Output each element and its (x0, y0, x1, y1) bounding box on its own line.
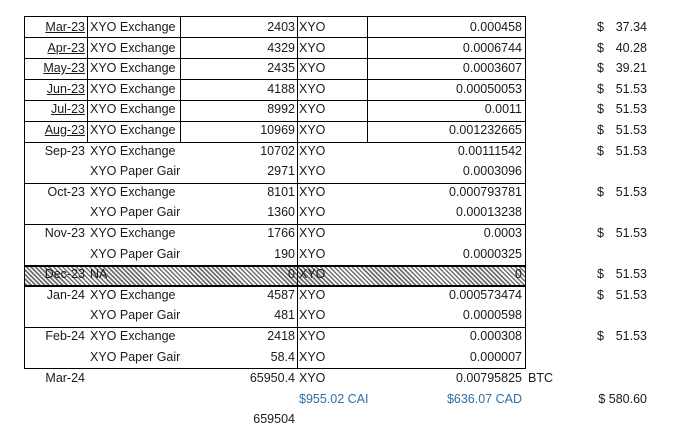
table-border-left (24, 16, 25, 369)
usd-currency-symbol: $ (597, 267, 604, 281)
amount-cell[interactable]: 4587 (267, 288, 295, 302)
amount-cell[interactable]: 4188 (267, 82, 295, 96)
separator-amount-unit (297, 16, 298, 369)
month-cell[interactable]: Jul-23 (50, 102, 85, 116)
btc-cell[interactable]: 0.000308 (469, 329, 522, 343)
month-cell[interactable] (24, 305, 85, 325)
btc-cell[interactable]: 0.000793781 (449, 185, 522, 199)
source-cell[interactable]: XYO Exchange (90, 144, 176, 158)
amount-cell[interactable]: 190 (274, 247, 295, 261)
summary-cad-value-xyo[interactable]: $955.02 CAI (299, 392, 369, 406)
summary-btc-label[interactable]: BTC (528, 371, 553, 385)
usd-value-cell[interactable]: 39.21 (615, 61, 647, 75)
summary-cad-value-btc[interactable]: $636.07 CAD (446, 392, 522, 406)
month-cell[interactable]: Jan-24 (46, 288, 85, 302)
amount-cell[interactable]: 10969 (260, 123, 295, 137)
btc-cell[interactable]: 0.00050053 (455, 82, 522, 96)
unit-cell[interactable]: XYO (299, 329, 326, 343)
usd-value-cell[interactable]: 51.53 (615, 267, 647, 281)
month-cell[interactable]: Nov-23 (44, 226, 85, 240)
summary-total-amount[interactable]: 65950.4 (249, 371, 295, 385)
usd-currency-symbol: $ (597, 82, 604, 96)
dec-23-border-top (24, 265, 526, 267)
btc-cell[interactable]: 0.0006744 (462, 41, 522, 55)
row-border-7 (24, 183, 526, 184)
usd-value-cell[interactable]: 51.53 (615, 226, 647, 240)
usd-value-cell[interactable]: 40.28 (615, 41, 647, 55)
month-cell[interactable]: Dec-23 (44, 267, 85, 281)
table-border-right (525, 16, 526, 369)
summary-total-btc[interactable]: 0.00795825 (455, 371, 522, 385)
usd-currency-symbol: $ (597, 20, 604, 34)
usd-currency-symbol: $ (597, 123, 604, 137)
amount-cell[interactable]: 481 (274, 308, 295, 322)
row-border-0 (24, 16, 526, 17)
amount-cell[interactable]: 10702 (260, 144, 295, 158)
usd-currency-symbol: $ (597, 41, 604, 55)
usd-value-cell[interactable]: 51.53 (615, 288, 647, 302)
unit-cell[interactable]: XYO (299, 247, 326, 261)
usd-value-cell[interactable]: 51.53 (615, 82, 647, 96)
usd-currency-symbol: $ (597, 329, 604, 343)
btc-cell[interactable]: 0.0003096 (462, 164, 522, 178)
unit-cell[interactable]: XYO (299, 267, 326, 281)
source-cell[interactable]: NA (90, 267, 108, 281)
month-cell[interactable]: May-23 (43, 61, 85, 75)
source-cell[interactable]: XYO Paper Gair (90, 247, 181, 261)
btc-cell[interactable]: 0.00013238 (455, 205, 522, 219)
btc-cell[interactable]: 0.00111542 (457, 144, 522, 158)
amount-cell[interactable]: 1766 (267, 226, 295, 240)
source-cell[interactable]: XYO Exchange (90, 102, 176, 116)
btc-cell[interactable]: 0.000007 (469, 350, 522, 364)
source-cell[interactable]: XYO Paper Gair (90, 205, 181, 219)
month-cell[interactable] (24, 244, 85, 264)
month-cell[interactable]: Oct-23 (47, 185, 85, 199)
amount-cell[interactable]: 0 (288, 267, 295, 281)
unit-cell[interactable]: XYO (299, 185, 326, 199)
row-border-5 (24, 121, 526, 122)
row-border-8 (24, 224, 526, 225)
summary-month[interactable]: Mar-24 (45, 371, 85, 385)
btc-cell[interactable]: 0.001232665 (449, 123, 522, 137)
source-cell[interactable]: XYO Paper Gair (90, 350, 181, 364)
unit-cell[interactable]: XYO (299, 20, 326, 34)
month-cell[interactable]: Jun-23 (46, 82, 85, 96)
unit-cell[interactable]: XYO (299, 164, 326, 178)
row-border-2 (24, 58, 526, 59)
row-border-6 (24, 142, 526, 143)
source-cell[interactable]: XYO Exchange (90, 329, 176, 343)
month-cell[interactable]: Sep-23 (44, 144, 85, 158)
usd-currency-symbol: $ (597, 288, 604, 302)
unit-cell[interactable]: XYO (299, 350, 326, 364)
usd-currency-symbol: $ (597, 226, 604, 240)
unit-cell[interactable]: XYO (299, 123, 326, 137)
usd-value-cell[interactable]: 51.53 (615, 185, 647, 199)
amount-cell[interactable]: 4329 (267, 41, 295, 55)
btc-cell[interactable]: 0.0003 (483, 226, 522, 240)
usd-currency-symbol: $ (597, 61, 604, 75)
usd-value-cell[interactable]: 51.53 (615, 144, 647, 158)
usd-currency-symbol: $ (597, 102, 604, 116)
dec-23-border-bottom (24, 285, 526, 287)
row-border-1 (24, 37, 526, 38)
month-cell[interactable] (24, 202, 85, 222)
btc-cell[interactable]: 0.000573474 (449, 288, 522, 302)
usd-currency-symbol: $ (597, 144, 604, 158)
summary-total-unit[interactable]: XYO (299, 371, 326, 385)
btc-cell[interactable]: 0.0000598 (462, 308, 522, 322)
amount-cell[interactable]: 2971 (267, 164, 295, 178)
month-cell[interactable]: Aug-23 (44, 123, 85, 137)
source-cell[interactable]: XYO Exchange (90, 61, 176, 75)
source-cell[interactable]: XYO Exchange (90, 20, 176, 34)
month-cell[interactable] (24, 161, 85, 181)
unit-cell[interactable]: XYO (299, 226, 326, 240)
unit-cell[interactable]: XYO (299, 144, 326, 158)
amount-cell[interactable]: 8992 (267, 102, 295, 116)
btc-cell[interactable]: 0 (515, 267, 522, 281)
amount-cell[interactable]: 8101 (267, 185, 295, 199)
month-cell[interactable] (24, 347, 85, 367)
amount-cell[interactable]: 58.4 (270, 350, 295, 364)
btc-cell[interactable]: 0.000458 (469, 20, 522, 34)
unit-cell[interactable]: XYO (299, 61, 326, 75)
unit-cell[interactable]: XYO (299, 205, 326, 219)
source-cell[interactable]: XYO Exchange (90, 123, 176, 137)
btc-cell[interactable]: 0.0011 (484, 102, 522, 116)
month-cell[interactable]: Apr-23 (47, 41, 85, 55)
summary-usd-total[interactable]: $ 580.60 (598, 392, 647, 406)
amount-cell[interactable]: 2418 (267, 329, 295, 343)
unit-cell[interactable]: XYO (299, 308, 326, 322)
amount-cell[interactable]: 1360 (267, 205, 295, 219)
usd-currency-symbol: $ (597, 185, 604, 199)
source-cell[interactable]: XYO Exchange (90, 288, 176, 302)
unit-cell[interactable]: XYO (299, 82, 326, 96)
source-cell[interactable]: XYO Exchange (90, 41, 176, 55)
unit-cell[interactable]: XYO (299, 102, 326, 116)
month-cell[interactable]: Mar-23 (45, 20, 85, 34)
source-cell[interactable]: XYO Paper Gair (90, 308, 181, 322)
row-border-3 (24, 79, 526, 80)
amount-cell[interactable]: 2435 (267, 61, 295, 75)
btc-cell[interactable]: 0.0000325 (462, 247, 522, 261)
summary-extra-number[interactable]: 659504 (253, 412, 295, 426)
usd-value-cell[interactable]: 51.53 (615, 102, 647, 116)
amount-cell[interactable]: 2403 (267, 20, 295, 34)
btc-cell[interactable]: 0.0003607 (462, 61, 522, 75)
row-border-4 (24, 100, 526, 101)
unit-cell[interactable]: XYO (299, 41, 326, 55)
usd-value-cell[interactable]: 51.53 (615, 123, 647, 137)
unit-cell[interactable]: XYO (299, 288, 326, 302)
month-cell[interactable]: Feb-24 (45, 329, 85, 343)
usd-value-cell[interactable]: 51.53 (615, 329, 647, 343)
row-border-11 (24, 327, 526, 328)
source-cell[interactable]: XYO Exchange (90, 82, 176, 96)
source-cell[interactable]: XYO Exchange (90, 185, 176, 199)
source-cell[interactable]: XYO Paper Gair (90, 164, 181, 178)
source-cell[interactable]: XYO Exchange (90, 226, 176, 240)
usd-value-cell[interactable]: 37.34 (615, 20, 647, 34)
